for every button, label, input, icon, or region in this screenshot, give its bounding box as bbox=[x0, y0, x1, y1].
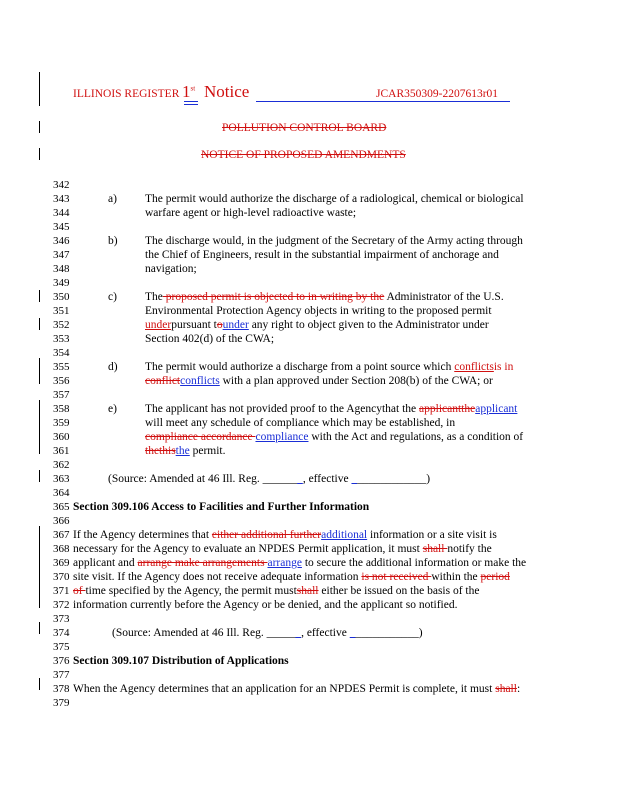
deleted-text: applicantthe bbox=[419, 403, 476, 415]
text-run: necessary for the Agency to evaluate an NPDES Permit application, it must bbox=[73, 543, 423, 555]
line-number: 348 bbox=[53, 263, 70, 275]
item-e-text: will meet any schedule of compliance which may be established, in bbox=[145, 417, 456, 429]
text-run: either be issued on the basis of the bbox=[318, 585, 480, 597]
item-c-label: c) bbox=[108, 291, 117, 303]
notice-label: Notice bbox=[204, 82, 250, 101]
notice-number bbox=[182, 82, 195, 102]
text-run: with the Act and regulations, as a condition of bbox=[308, 431, 524, 443]
source-note bbox=[112, 626, 423, 640]
line-number: 378 bbox=[53, 683, 70, 695]
line-number: 363 bbox=[53, 473, 70, 485]
line-number: 362 bbox=[53, 459, 70, 471]
item-e-text bbox=[145, 430, 523, 444]
deleted-text: proposed permit is objected to in writing by the bbox=[162, 291, 385, 303]
paragraph-line bbox=[73, 542, 492, 556]
text-run: to secure the additional information or make the bbox=[301, 557, 527, 569]
change-bar bbox=[39, 400, 40, 454]
notice-number-suffix: st bbox=[190, 84, 196, 93]
line-number: 375 bbox=[53, 641, 70, 653]
change-bar bbox=[39, 622, 40, 634]
item-d-text bbox=[145, 374, 493, 388]
text-run: The permit would authorize a discharge from a point source which bbox=[145, 361, 455, 373]
line-number: 343 bbox=[53, 193, 70, 205]
text-run: pursuant t bbox=[171, 319, 217, 331]
deleted-text: thethis bbox=[145, 445, 176, 457]
notice-subtitle: NOTICE OF PROPOSED AMENDMENTS bbox=[201, 149, 406, 161]
line-number: 344 bbox=[53, 207, 70, 219]
deleted-text: conflicts bbox=[454, 361, 494, 373]
deleted-text: conflict bbox=[145, 375, 181, 387]
text-run: : bbox=[516, 683, 521, 695]
line-number: 353 bbox=[53, 333, 70, 345]
line-number: 355 bbox=[53, 361, 70, 373]
change-bar bbox=[39, 318, 40, 330]
paragraph-line bbox=[73, 556, 526, 570]
header-underline bbox=[184, 101, 198, 102]
change-bar bbox=[39, 121, 40, 133]
line-number: 356 bbox=[53, 375, 70, 387]
text-run: any right to object given to the Administrator under bbox=[248, 319, 489, 331]
line-number: 364 bbox=[53, 487, 70, 499]
line-number: 369 bbox=[53, 557, 70, 569]
line-number: 373 bbox=[53, 613, 70, 625]
change-bar bbox=[39, 72, 40, 106]
text-run: , effective bbox=[301, 627, 347, 639]
text-run: Administrator of the U.S. bbox=[384, 291, 504, 303]
change-bar bbox=[39, 358, 40, 384]
inserted-text: applicant bbox=[475, 403, 518, 415]
deleted-text: either additional further bbox=[211, 529, 322, 541]
deleted-text: shall bbox=[495, 683, 517, 695]
text-run: information or a site visit is bbox=[367, 529, 497, 541]
document-id: JCAR350309-2207613r01 bbox=[376, 88, 499, 100]
deleted-text: compliance accordance bbox=[145, 431, 256, 443]
line-number: 360 bbox=[53, 431, 70, 443]
inserted-text: arrange bbox=[267, 557, 302, 569]
item-b-label: b) bbox=[108, 235, 118, 247]
text-run: The applicant has not provided proof to the Agencythat the bbox=[145, 403, 420, 415]
line-number: 372 bbox=[53, 599, 70, 611]
paragraph-line bbox=[73, 570, 510, 584]
text-run: (Source: Amended at 46 Ill. Reg. ______ bbox=[108, 473, 298, 485]
line-number: 350 bbox=[53, 291, 70, 303]
line-number: 352 bbox=[53, 319, 70, 331]
text-run: within the bbox=[431, 571, 481, 583]
line-number: 374 bbox=[53, 627, 70, 639]
deleted-text: shall bbox=[296, 585, 319, 597]
inserted-text: compliance bbox=[255, 431, 309, 443]
line-number: 354 bbox=[53, 347, 70, 359]
item-e-text bbox=[145, 444, 226, 458]
deleted-text: o bbox=[216, 319, 223, 331]
header-underline bbox=[184, 104, 198, 105]
inserted-text: additional bbox=[321, 529, 368, 541]
deleted-text: arrange make arrangements bbox=[137, 557, 268, 569]
paragraph-line bbox=[73, 682, 520, 696]
line-number: 346 bbox=[53, 235, 70, 247]
deleted-text: period bbox=[480, 571, 510, 583]
line-number: 365 bbox=[53, 501, 70, 513]
deleted-text: under bbox=[145, 319, 172, 331]
section-title: Section 309.106 Access to Facilities and Further Information bbox=[73, 501, 370, 513]
line-number: 347 bbox=[53, 249, 70, 261]
item-e-text bbox=[145, 402, 517, 416]
text-run: applicant and bbox=[73, 557, 138, 569]
line-number: 342 bbox=[53, 179, 70, 191]
text-run: site visit. If the Agency does not receive adequate information bbox=[73, 571, 362, 583]
line-number: 358 bbox=[53, 403, 70, 415]
line-number: 370 bbox=[53, 571, 70, 583]
item-e-label: e) bbox=[108, 403, 117, 415]
header-underline bbox=[256, 101, 510, 102]
item-c-text: Section 402(d) of the CWA; bbox=[145, 333, 275, 345]
line-number: 368 bbox=[53, 543, 70, 555]
inserted-text: conflicts bbox=[180, 375, 220, 387]
text-run: time specified by the Agency, the permit must bbox=[85, 585, 297, 597]
text-run: notify the bbox=[447, 543, 492, 555]
text-run: ____________) bbox=[357, 473, 431, 485]
deleted-text: of bbox=[73, 585, 86, 597]
board-name: POLLUTION CONTROL BOARD bbox=[222, 122, 387, 134]
inserted-text: under bbox=[222, 319, 249, 331]
item-a-text: warfare agent or high-level radioactive waste; bbox=[145, 207, 357, 219]
item-b-text: The discharge would, in the judgment of the Secretary of the Army acting through bbox=[145, 235, 523, 247]
text-run: (Source: Amended at 46 Ill. Reg. _____ bbox=[112, 627, 296, 639]
line-number: 376 bbox=[53, 655, 70, 667]
item-d-text bbox=[145, 360, 513, 374]
line-number: 359 bbox=[53, 417, 70, 429]
line-number: 361 bbox=[53, 445, 70, 457]
item-b-text: the Chief of Engineers, result in the substantial impairment of anchorage and bbox=[145, 249, 499, 261]
text-run: permit. bbox=[189, 445, 226, 457]
register-title: ILLINOIS REGISTER bbox=[73, 88, 180, 100]
line-number: 357 bbox=[53, 389, 70, 401]
source-note bbox=[108, 472, 430, 486]
paragraph-line bbox=[73, 528, 497, 542]
text-run: If the Agency determines that bbox=[73, 529, 212, 541]
item-a-text: The permit would authorize the discharge of a radiological, chemical or biological bbox=[145, 193, 524, 205]
text-run: ___________) bbox=[355, 627, 423, 639]
change-bar bbox=[39, 470, 40, 482]
item-a-label: a) bbox=[108, 193, 117, 205]
deleted-text: is not received bbox=[361, 571, 432, 583]
change-bar bbox=[39, 526, 40, 608]
line-number: 377 bbox=[53, 669, 70, 681]
change-bar bbox=[39, 290, 40, 302]
text-run: The bbox=[145, 291, 163, 303]
text-run: , effective bbox=[302, 473, 349, 485]
item-c-text bbox=[145, 290, 504, 304]
line-number: 366 bbox=[53, 515, 70, 527]
line-number: 345 bbox=[53, 221, 70, 233]
line-number: 351 bbox=[53, 305, 70, 317]
item-c-text: Environmental Protection Agency objects in writing to the proposed permit bbox=[145, 305, 492, 317]
text-run: When the Agency determines that an application for an NPDES Permit is complete, it must bbox=[73, 683, 496, 695]
change-bar bbox=[39, 148, 40, 160]
change-bar bbox=[39, 678, 40, 690]
paragraph-line: information currently before the Agency or be denied, and the applicant so notified. bbox=[73, 599, 458, 611]
inserted-text: is in bbox=[493, 361, 514, 373]
section-title: Section 309.107 Distribution of Applications bbox=[73, 655, 289, 667]
notice-number-digit: 1 bbox=[182, 82, 191, 101]
item-d-label: d) bbox=[108, 361, 118, 373]
deleted-text: shall bbox=[422, 543, 448, 555]
line-number: 349 bbox=[53, 277, 70, 289]
line-number: 379 bbox=[53, 697, 70, 709]
item-c-text bbox=[145, 318, 489, 332]
line-number: 371 bbox=[53, 585, 70, 597]
line-number: 367 bbox=[53, 529, 70, 541]
paragraph-line bbox=[73, 584, 479, 598]
inserted-text: the bbox=[175, 445, 190, 457]
text-run: with a plan approved under Section 208(b) of the CWA; or bbox=[219, 375, 493, 387]
item-b-text: navigation; bbox=[145, 263, 197, 275]
